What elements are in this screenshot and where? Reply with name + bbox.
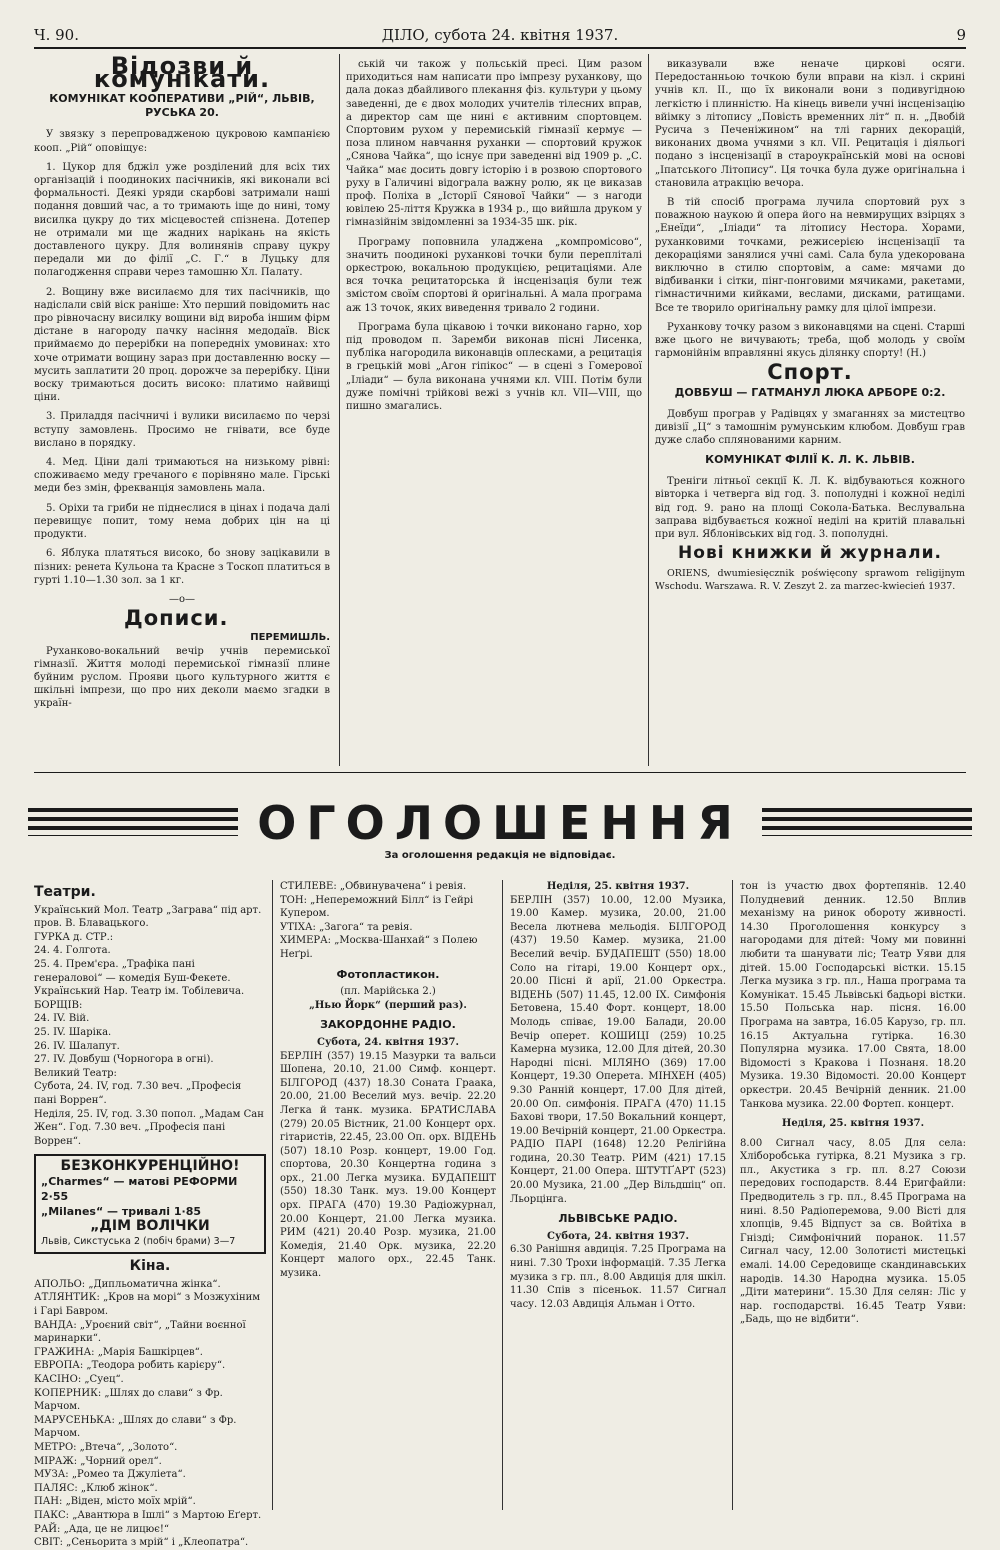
lower-column-2: [280, 880, 496, 1514]
radio-date: Неділя, 25. квітня 1937.: [546, 881, 690, 892]
theatre-section-title: Театри.: [34, 884, 96, 900]
paragraph: 5. Оріхи та гриби не піднеслися в цінах і подача далі перевищує попит, тому нема добрих цін на ці продукти.: [34, 502, 330, 541]
paragraph: Руханково-вокальний вечір учнів перемиської гімназії. Життя молоді перемиської гімназії плине буйним руслом. Прояви цього культурного життя є шкільні імпрези, що про них деколи маємо згадки в україн-: [34, 645, 330, 710]
lviv-radio-title: ЛЬВІВСЬКЕ РАДІО.: [558, 1212, 678, 1226]
theatre-line: 27. IV. Довбуш (Чорногора в огні).: [34, 1054, 214, 1066]
paragraph: 2. Вощину вже висилаємо для тих пасічників, що надіслали свій віск раніше: Хто перший повідомить нас про рівночасну висилку вощини від вироба іншим фірм дістане в нагороду пачку насіння медодаїв. Віск приймаємо до перерібки на попередніх умовинах: хто хоче отримати вощину зараз при доставленню воску — мусить заплатити 20 проц. дорожче за перерібку. Ціни воску тримаються досить високо: платимо найвищі ціни.: [34, 286, 330, 404]
cinema-line: ПАКС: „Авантюра в Ішлі“ з Мартою Еґерт.: [34, 1509, 262, 1521]
column-3: [655, 58, 965, 766]
fotoplastikon-address: (пл. Марійська 2.): [340, 986, 436, 998]
cinema-line: ГРАЖИНА: „Марія Башкірцев“.: [34, 1346, 203, 1358]
cinema-line: КОПЕРНИК: „Шлях до слави“ з Фр. Марчом.: [34, 1387, 223, 1413]
section-title-books: Нові книжки й журнали.: [678, 543, 942, 564]
radio-date: Неділя, 25. квітня 1937.: [781, 1118, 925, 1130]
advert-line: Львів, Сикстуська 2 (побіч брами) 3—7: [41, 1236, 236, 1248]
column-divider: [732, 880, 733, 1510]
ads-banner: [28, 792, 972, 852]
theatre-line: 25. 4. Прем'єра. „Трафіка пані генераловоі“ — комедія Буш-Фекете.: [34, 958, 231, 984]
advert-line: „Milanes“ — тривалі 1·85: [41, 1205, 202, 1219]
radio-listing: БЕРЛІН (357) 19.15 Мазурки та вальси Шопена, 20.10, 21.00 Симф. концерт. БІЛГОРОД (437) 18.30 Соната Граака, 20.00, 21.00 Веселий муз. вечір. 22.20 Легка й танк. музика. БРАТИСЛАВА (279) 20.05 Вістник, 21.00 Концерт орх. гітаристів, 22.45, 23.00 Оп. орх. ВІДЕНЬ (507) 18.10 Розр. концерт, 19.00 Год. спортова, 20.30 Концертна година з орх., 21.00 Легка музика. БУДАПЕШТ (550) 18.30 Танк. муз. 19.00 Концерт орх. ПРАГА (470) 19.30 Радіожурнал, 20.00 Концерт, 21.00 Легка музика. РИМ (421) 20.40 Розр. музика, 21.00 Комедія, 21.40 Орк. музика, 22.20 Концерт малого орх., 22.45 Танк. музика.: [280, 1050, 496, 1280]
paragraph: В тій спосіб програма лучила спортовий рух з поважною наукою й опера його на невмирущих взірцях з „Енеїди“, „Іліади“ та літопису Нестора. Хорами, руханковими точками, режисерією інсценізації та декораціями занялися учні самі. Сала була удекорована виключно в стилю спортовім, а саме: мячами до відбиванки і сітки, пінг-понговими мячиками, ракетами, гімнастичними кийками, веслами, дисками, ратищами. Все те творило оригінальну рамку для цілої імпрези.: [655, 197, 965, 314]
lower-column-4: [740, 880, 966, 1514]
fotoplastikon-show: „Нью Йорк“ (перший раз).: [309, 999, 467, 1011]
paragraph: 3. Приладдя пасічничі і вулики висилаємо по черзі вступу замовлень. Просимо не гнівати, все буде вислано в порядку.: [34, 411, 330, 449]
paragraph: Програма була цікавою і точки виконано гарно, хор під проводом п. Заремби виконав пісні Лисенка, публіка нагородила виконавців оплесками, а рецитація в грецькій мові „Агон гіпікос“ — в сцені з Гомерової „Іліади“ — була виконана учнями кл. VIII. Потім були дуже помічні трійкові вежі з учнів кл. VII—VIII, що пишно змагались.: [346, 321, 642, 413]
cinema-line: ПАН: „Віден, місто моїх мрій“.: [34, 1496, 196, 1508]
header-rule: [34, 47, 966, 49]
theatre-line: Неділя, 25. IV, год. 3.30 попол. „Мадам Сан Жен“. Год. 7.30 веч. „Професія пані Воррен“.: [34, 1108, 264, 1147]
column-divider: [339, 54, 340, 766]
cinema-line: МУЗА: „Ромео та Джуліета“.: [34, 1469, 186, 1481]
cinema-line: СТИЛЕВЕ: „Обвинувачена“ і ревія.: [280, 881, 467, 892]
cinema-line: АТЛЯНТИК: „Кров на морі“ з Мозжухіним і Гарі Бавром.: [34, 1292, 261, 1318]
theatre-line: 24. IV. Вій.: [34, 1013, 90, 1025]
cinema-line: МЕТРО: „Втеча“, „Золото“.: [34, 1442, 178, 1453]
cinema-line: ПАЛЯС: „Клюб жінок“.: [34, 1482, 158, 1494]
paragraph: Довбуш програв у Радівцях у змаганнях за мистецтво дивізії „Ц“ з тамошнім румунським клюбом. Довбуш грав дуже слабо сплянованими карним.: [655, 408, 965, 447]
paragraph: 1. Цукор для бджіл уже розділений для всіх тих організацій і поодиноких пасічників, які виконали всі формальності. Деякі уряди скарбові затримали наші подання довший час, а то тримають іще до нині, тому висилка цукру до тих місцевостей спізнена. Дотепер не отримали ми ще жадних нарікань на якість доставленого цукру. Для волинянів справу цукру передали ми до філії „С. Г.“ в Луцьку для полагодження справи через тамошню Хл. Палату.: [34, 161, 330, 279]
theatre-line: Український Нар. Театр ім. Тобілевича.: [34, 986, 245, 998]
theatre-line: Український Мол. Театр „Заграва“ під арт. пров. В. Блавацького.: [34, 904, 262, 930]
cinema-line: СВІТ: „Сеньорита з мрій“ і „Клеопатра“.: [34, 1537, 249, 1549]
paragraph: Треніги літньої секції К. Л. К. відбуваються кожного вівторка і четверга від год. 3. пополудні і кожної неділі від год. 9. рано на площі Сокола-Батька. Веслувальна заправа відбувається кожної неділі на критій плавальні при вул. Яблонівських від год. 3. пополудні.: [655, 476, 965, 541]
cinema-line: ТОН: „Непереможний Білл“ із Гейрі Купером.: [280, 894, 474, 920]
radio-listing: 8.00 Сигнал часу, 8.05 Для села: Хліборобська гутірка, 8.21 Музика з гр. пл., Акустика з гр. пл. 8.27 Союзи передових господарств. 8.44 Еригфайли: Предводитель з гр. пл., 8.45 Програма на нині. 8.50 Радіоперемова, 9.00 Вісті для хлопців, 9.45 Відпуст за св. Войтіха в Гнізді; Симфонічний поранок. 11.57 Сигнал часу, 12.00 Золотисті мистецькі емалі. 14.00 Середовище скандинавських народів. 14.30 Народна музика. 15.05 „Діти материни“. 15.30 Для селян: Ліс у нар. господарстві. 16.45 Театр Уяви: „Бадь, що не відбити“.: [740, 1137, 966, 1326]
foreign-radio-title: ЗАКОРДОННЕ РАДІО.: [320, 1018, 456, 1032]
cinema-line: МАРУСЕНЬКА: „Шлях до слави“ з Фр. Марчом.: [34, 1414, 237, 1440]
page-number: 9: [956, 26, 966, 44]
advert-line: „Charmes“ — матові РЕФОРМИ 2·55: [41, 1175, 238, 1204]
radio-listing: БЕРЛІН (357) 10.00, 12.00 Музика, 19.00 Камер. музика, 20.00, 21.00 Весела лютнева мельодія. БІЛГОРОД (437) 19.50 Камер. музика, 21.00 Веселий вечір. БУДАПЕШТ (550) 18.00 Соло на гітарі, 19.00 Концерт орх., 20.00 Пісні й арії, 21.00 Оркестра. ВІДЕНЬ (507) 11.45, 12.00 IX. Симфонія Бетовена, 15.40 Форт. концерт, 18.00 Молодь співає, 19.00 Балади, 20.00 Вечір оперет. КОШИЦІ (259) 10.25 Камерна музика, 12.00 Для дітей, 20.30 Народні пісні. МІЛЯНО (369) 17.00 Концерт, 19.30 Оперета. МІНХЕН (405) 9.30 Ранній концерт, 17.00 Для дітей, 20.00 Оп. симфонія. ПРАГА (470) 11.15 Бахові твори, 17.50 Вокальний концерт, 19.00 Вечірній концерт, 21.00 Оркестра. РАДІО ПАРІ (1648) 12.20 Релігійна година, 20.30 Театр. РИМ (421) 17.15 Концерт, 21.00 Опера. ШТУТҐАРТ (523) 20.00 Музика, 21.00 „Дер Вільдшіц“ оп. Льорцінга.: [510, 894, 726, 1205]
cinema-line: ЕВРОПА: „Теодора робить карієру“.: [34, 1360, 226, 1372]
paragraph: Руханкову точку разом з виконавцями на сцені. Старші вже цього не вичувають; треба, щоб молодь у своїм гармонійнім вправлянні якусь ділянку спорту! (Н.): [655, 321, 965, 360]
advert-box: [34, 1154, 266, 1254]
paragraph: Програму поповнила уладжена „компромісово“, значить поодинокі руханкові точки були перепліталі оркестрою, вокальною продукцією, рецитаціями. Але вся точка рецитаторська й інсценізація були теж змістом своїм спортові й оригінальні. А мала програма аж 13 точок, яких виведення тривало 2 години.: [346, 236, 642, 314]
sport-headline: ДОВБУШ — ГАТМАНУЛ ЛЮКА АРБОРЕ 0:2.: [674, 385, 946, 399]
column-divider: [502, 880, 503, 1510]
paragraph: 6. Яблука платяться високо, бо знову зацікавили в пізних: ренета Кульона та Красне з Тоскоп платиться в гурті 1.10—1.30 зол. за 1 кг.: [34, 548, 330, 586]
radio-date: Субота, 24. квітня 1937.: [317, 1036, 459, 1048]
column-divider: [272, 880, 273, 1510]
cinema-section-title: Кіна.: [129, 1258, 171, 1275]
cinema-line: КАСІНО: „Суец“.: [34, 1374, 124, 1386]
dateline-place: ПЕРЕМИШЛЬ.: [250, 632, 330, 644]
cinema-line: УТІХА: „Загога“ та ревія.: [280, 921, 413, 933]
theatre-line: Субота, 24. IV, год. 7.30 веч. „Професія пані Воррен“.: [34, 1081, 242, 1106]
radio-date: Субота, 24. квітня 1937.: [547, 1230, 689, 1242]
section-rule: [34, 772, 966, 773]
lower-column-1: [34, 880, 266, 1549]
theatre-line: Великий Театр:: [34, 1067, 117, 1079]
paragraph: ській чи також у польській пресі. Цим разом приходиться нам написати про імпрезу руханкову, що дала доказ дбайливого плекання фіз. культури у цьому заведенні, де є двох молодих учителів тілесних вправ, а директор сам ще нині є активним спортовцем. Спортовим рухом у перемиській гімназії кермує — поза плином навчання руханки — спортовий кружок „Сянова Чайка“, що існує при заведенні від 1909 р. „С. Чайка“ має досить довгу історію і в розвою спортового руху в Галичині відограла важну ролю, як це виказав проф. Поліха в „Історії Сянової Чайки“ — з нагоди ювілею 25-ліття Кружка в 1934 р., що вийшла друком у гімназійнім звідомленні за 1934-35 шк. рік.: [346, 59, 642, 229]
cinema-line: МІРАЖ: „Чорний орел“.: [34, 1455, 162, 1467]
fotoplastikon-title: Фотопластикон.: [336, 967, 440, 981]
radio-listing: 6.30 Ранішня авдиція. 7.25 Програма на нині. 7.30 Трохи інформацій. 7.35 Легка музика з гр. пл., 8.00 Авдиція для шкіл. 11.30 Спів з пісеньок. 11.57 Сигнал часу. 12.03 Авдиція Альман і Отто.: [510, 1244, 726, 1310]
ads-disclaimer: За оголошення редакція не відповідає.: [384, 850, 616, 861]
banner-stripes-right: [762, 808, 972, 836]
theatre-line: БОРЩІВ:: [34, 999, 83, 1011]
ads-banner-title: ОГОЛОШЕННЯ: [257, 796, 743, 850]
communique-title: КОМУНІКАТ КООПЕРАТИВИ „РІЙ“, ЛЬВІВ, РУСЬКА 20.: [49, 92, 315, 120]
klk-headline: КОМУНІКАТ ФІЛІЇ К. Л. К. ЛЬВІВ.: [705, 453, 915, 467]
theatre-line: ГУРКА д. СТР.:: [34, 931, 114, 943]
divider-mark: —о—: [168, 593, 196, 605]
theatre-line: 25. IV. Шаріка.: [34, 1026, 112, 1038]
paragraph: У звязку з перепровадженою цукровою кампанією коoп. „Рій“ оповіщує:: [34, 129, 330, 154]
column-2: [346, 58, 642, 766]
advert-title: БЕЗКОНКУРЕНЦІЙНО!: [60, 1158, 240, 1175]
theatre-line: 26. IV. Шалапут.: [34, 1040, 120, 1052]
cinema-line: АПОЛЬО: „Дипльоматична жінка“.: [34, 1278, 221, 1290]
cinema-line: ХИМЕРА: „Москва-Шанхай“ з Полею Неґрі.: [280, 935, 478, 960]
column-1: [34, 54, 330, 766]
section-title-announcements: Відозви й комунікати.: [93, 52, 271, 94]
cinema-line: ВАНДА: „Уроєний світ“, „Тайни воєнної маринарки“.: [34, 1319, 246, 1345]
issue-number: Ч. 90.: [34, 26, 79, 44]
section-title-reports: Дописи.: [124, 606, 229, 631]
theatre-line: 24. 4. Голгота.: [34, 945, 111, 957]
column-divider: [648, 54, 649, 766]
cinema-line: РАЙ: „Ада, це не лицює!“: [34, 1523, 169, 1535]
advert-line: „ДІМ ВОЛІЧКИ: [90, 1218, 210, 1235]
paragraph: 4. Мед. Ціни далі тримаються на низькому рівні: споживаємо меду гречаного є порівняно мале. Гірські меди без змін, фрекванція замовлень мала.: [34, 457, 330, 495]
banner-stripes-left: [28, 808, 238, 836]
paragraph: ORIENS, dwumiesięcznik poświęcony sprawom religijnym Wschodu. Warszawa. R. V. Zeszyt 2. za marzec-kwiecień 1937.: [655, 567, 965, 592]
lower-column-3: [510, 880, 726, 1514]
section-title-sport: Спорт.: [767, 360, 853, 385]
paragraph: виказували вже неначе циркові осяги. Передостанньою точкою були вправи на кізл. і скрині учнів кл. II., що їх виконали вони з подивугідною легкістю і плинністю. На кінець вивели учні інсценізацію вйімку з літопису „Повість временних літ“ п. н. „Двобій Русича з Печеніжином“ на тлі гарних декорацій, виконаних двома учнями з кл. VII. Рецитація і діяльогі подано з інсценізації в староукраїнській мові на основі „Іпатського Літопису“. Ця точка була дуже оригінальна і становила атракцію вечора.: [655, 59, 965, 189]
radio-listing: тон із участю двох фортепянів. 12.40 Полудневий денник. 12.50 Вплив механізму на ринок обороту живності. 14.30 Проголошення конкурсу з нагородами для дітей: Чому ми повинні любити та шанувати ліс; Театр Уяви для дітей. 15.00 Господарські вістки. 15.15 Легка музика з гр. пл., Наша програма та Комунікат. 15.45 Львівські бадьорі вістки. 15.50 Польська нар. пісня. 16.00 Програма на завтра, 16.05 Карузо, гр. пл. 16.15 Актуальна гутірка. 16.30 Популярна музика. 17.00 Свята, 18.00 Відомості з Кракова і Познаня. 18.20 Музика. 19.30 Відомості. 20.00 Концерт оркестри. 20.45 Вечірній денник. 21.00 Танкова музика. 22.00 Фортеп. концерт.: [740, 881, 966, 1110]
page-header: [34, 22, 966, 48]
masthead-date: ДІЛО, субота 24. квітня 1937.: [381, 26, 619, 44]
